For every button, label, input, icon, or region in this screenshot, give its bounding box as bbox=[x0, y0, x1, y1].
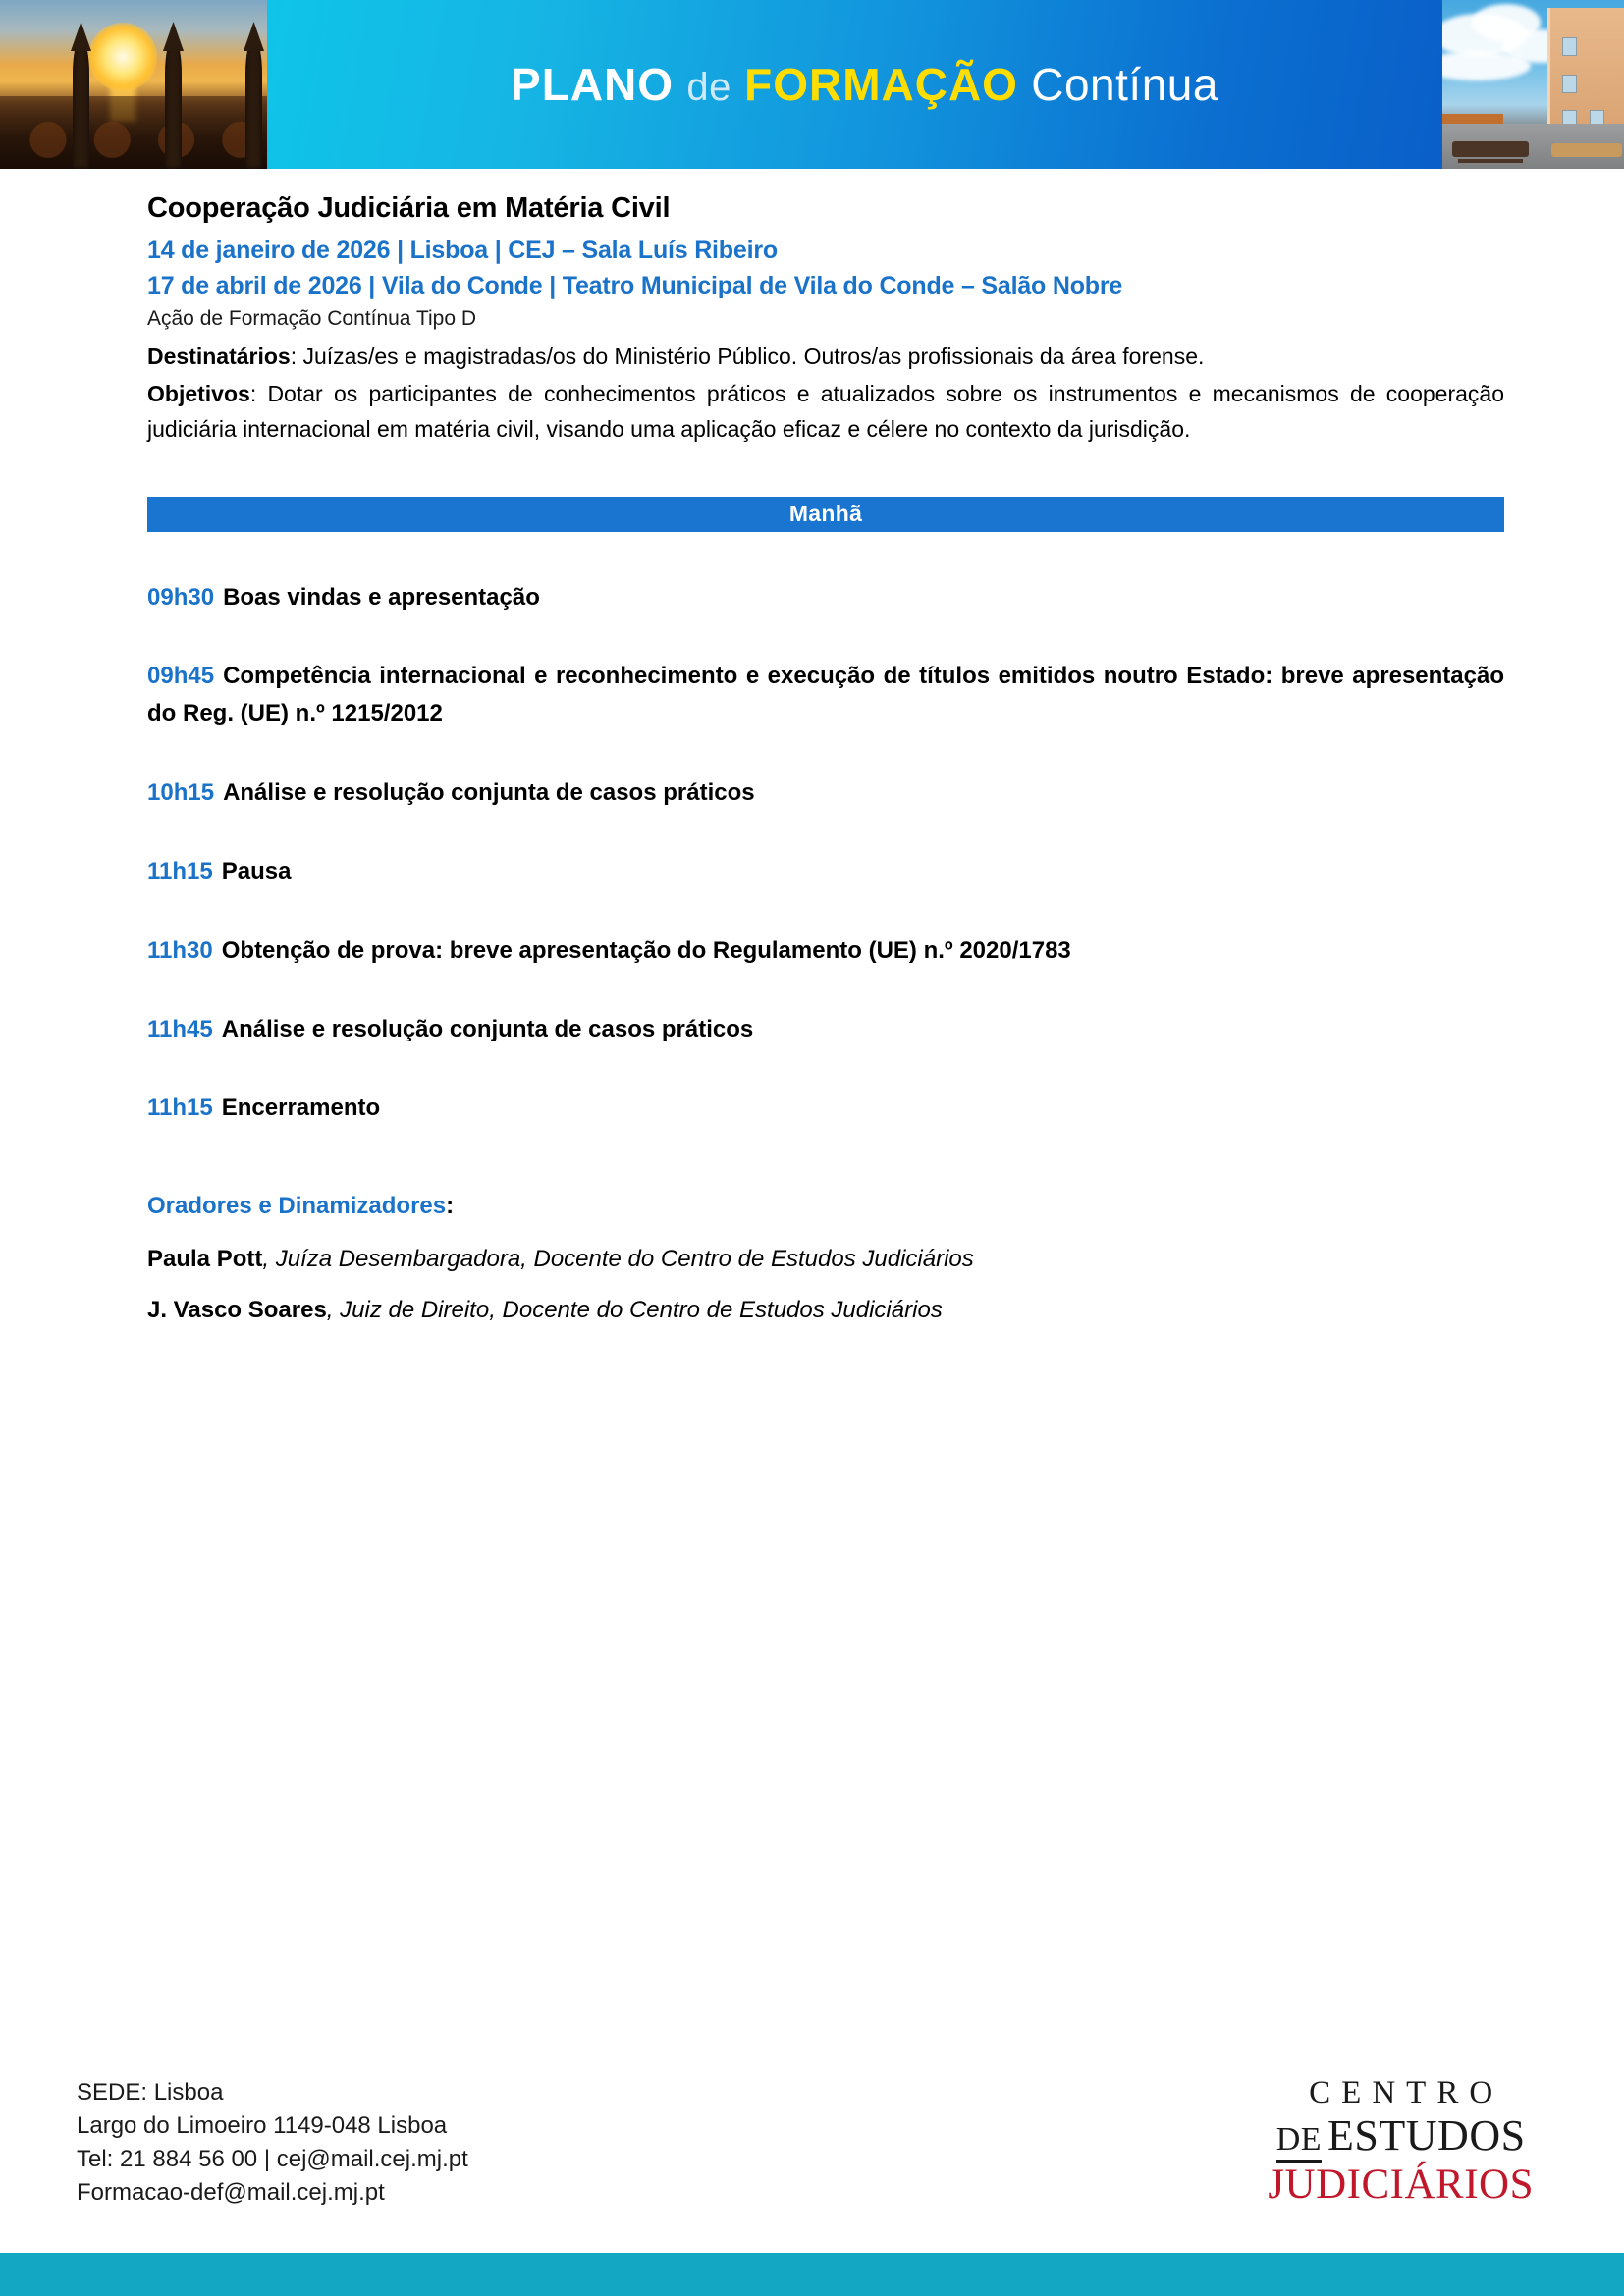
footer-line-address: Largo do Limoeiro 1149-048 Lisboa bbox=[77, 2111, 448, 2139]
schedule-item-time: 11h30 bbox=[147, 936, 213, 964]
objectives-text: : Dotar os participantes de conhecimentos práticos e atualizados sobre os instrumentos e mecanismos de cooperação judiciária internacional em matéria civil, visando uma aplicação eficaz e célere no contexto da jurisdição. bbox=[147, 380, 1504, 442]
banner-title bbox=[511, 58, 1218, 111]
objectives-paragraph bbox=[147, 377, 1504, 448]
schedule-item-time: 11h45 bbox=[147, 1015, 213, 1042]
banner-center bbox=[267, 0, 1442, 169]
speakers-section bbox=[147, 1193, 1504, 1324]
speakers-heading-colon: : bbox=[446, 1192, 455, 1219]
session-date-lisboa: 14 de janeiro de 2026 | Lisboa | CEJ – Sala Luís Ribeiro bbox=[147, 237, 778, 264]
schedule-item-time: 09h30 bbox=[147, 583, 215, 611]
schedule-item bbox=[147, 853, 1504, 890]
banner-word-de: de bbox=[686, 66, 731, 109]
speakers-heading-label: Oradores e Dinamizadores bbox=[147, 1192, 447, 1219]
logo-word-de: DE bbox=[1276, 2121, 1322, 2163]
schedule-item bbox=[147, 579, 1504, 616]
section-header-label: Manhã bbox=[788, 501, 863, 527]
schedule-item-desc: Competência internacional e reconhecimento e execução de títulos emitidos noutro Estado: breve apresentação do Reg. (UE) n.º 1215/2012 bbox=[147, 663, 1504, 727]
footer-line-phone-email: Tel: 21 884 56 00 | cej@mail.cej.mj.pt bbox=[77, 2145, 468, 2172]
schedule-item-desc: Boas vindas e apresentação bbox=[223, 583, 540, 611]
schedule-item-time: 10h15 bbox=[147, 778, 215, 806]
railing-spike-icon bbox=[73, 41, 89, 169]
banner-word-formacao: FORMAÇÃO bbox=[744, 59, 1018, 110]
railing-spike-icon bbox=[165, 41, 182, 169]
schedule-item-desc: Obtenção de prova: breve apresentação do Regulamento (UE) n.º 2020/1783 bbox=[221, 936, 1071, 964]
bench-decoration bbox=[1442, 124, 1624, 169]
schedule-item-desc: Pausa bbox=[221, 858, 292, 885]
schedule-item-desc: Análise e resolução conjunta de casos práticos bbox=[221, 1015, 754, 1042]
schedule-item bbox=[147, 933, 1504, 970]
page-title: Cooperação Judiciária em Matéria Civil bbox=[147, 192, 671, 224]
speaker-name: J. Vasco Soares bbox=[147, 1296, 327, 1323]
footer-contact-block bbox=[77, 2076, 468, 2210]
speaker-entry bbox=[147, 1246, 1504, 1273]
header-banner bbox=[0, 0, 1624, 169]
logo-line-judiciarios: JUDICIÁRIOS bbox=[1268, 2162, 1534, 2208]
logo-line-de-estudos bbox=[1268, 2111, 1534, 2160]
speaker-name: Paula Pott bbox=[147, 1245, 263, 1272]
railing-spike-icon bbox=[245, 41, 262, 169]
speakers-heading bbox=[147, 1193, 1504, 1220]
section-header-manha bbox=[147, 497, 1504, 532]
speaker-entry bbox=[147, 1297, 1504, 1324]
schedule-item-time: 11h15 bbox=[147, 1095, 213, 1122]
footer-line-sede: SEDE: Lisboa bbox=[77, 2078, 224, 2106]
audience-paragraph bbox=[147, 340, 1504, 375]
schedule-item bbox=[147, 1011, 1504, 1048]
banner-right-photo bbox=[1442, 0, 1624, 169]
railing-decoration bbox=[0, 96, 267, 169]
objectives-label: Objetivos bbox=[147, 380, 250, 406]
cloud-decoration bbox=[1442, 51, 1531, 80]
building-decoration bbox=[1547, 8, 1624, 137]
banner-word-plano: PLANO bbox=[511, 59, 675, 110]
schedule-item-time: 09h45 bbox=[147, 663, 215, 690]
banner-word-continua: Contínua bbox=[1031, 59, 1218, 110]
schedule-list bbox=[147, 579, 1504, 1128]
schedule-item-desc: Análise e resolução conjunta de casos práticos bbox=[223, 778, 755, 806]
document-content bbox=[147, 192, 1504, 1348]
logo-line-centro: CENTRO bbox=[1309, 2075, 1504, 2110]
sun-decoration bbox=[88, 23, 157, 91]
speaker-role: , Juiz de Direito, Docente do Centro de Estudos Judiciários bbox=[326, 1296, 943, 1323]
audience-text: : Juízas/es e magistradas/os do Ministério Público. Outros/as profissionais da área forense. bbox=[290, 344, 1205, 369]
footer-accent-bar bbox=[0, 2253, 1624, 2296]
speaker-role: , Juíza Desembargadora, Docente do Centro de Estudos Judiciários bbox=[262, 1245, 974, 1272]
footer-line-email: Formacao-def@mail.cej.mj.pt bbox=[77, 2178, 385, 2206]
session-date-vila-do-conde: 17 de abril de 2026 | Vila do Conde | Teatro Municipal de Vila do Conde – Salão Nobre bbox=[147, 272, 1123, 299]
schedule-item bbox=[147, 658, 1504, 733]
schedule-item bbox=[147, 774, 1504, 812]
cej-logo bbox=[1268, 2077, 1534, 2206]
audience-label: Destinatários bbox=[147, 344, 291, 369]
schedule-item-time: 11h15 bbox=[147, 858, 213, 885]
schedule-item-desc: Encerramento bbox=[221, 1095, 381, 1122]
schedule-item bbox=[147, 1090, 1504, 1127]
course-type-label: Ação de Formação Contínua Tipo D bbox=[147, 307, 477, 330]
banner-left-photo bbox=[0, 0, 267, 169]
logo-word-estudos: ESTUDOS bbox=[1327, 2111, 1526, 2160]
